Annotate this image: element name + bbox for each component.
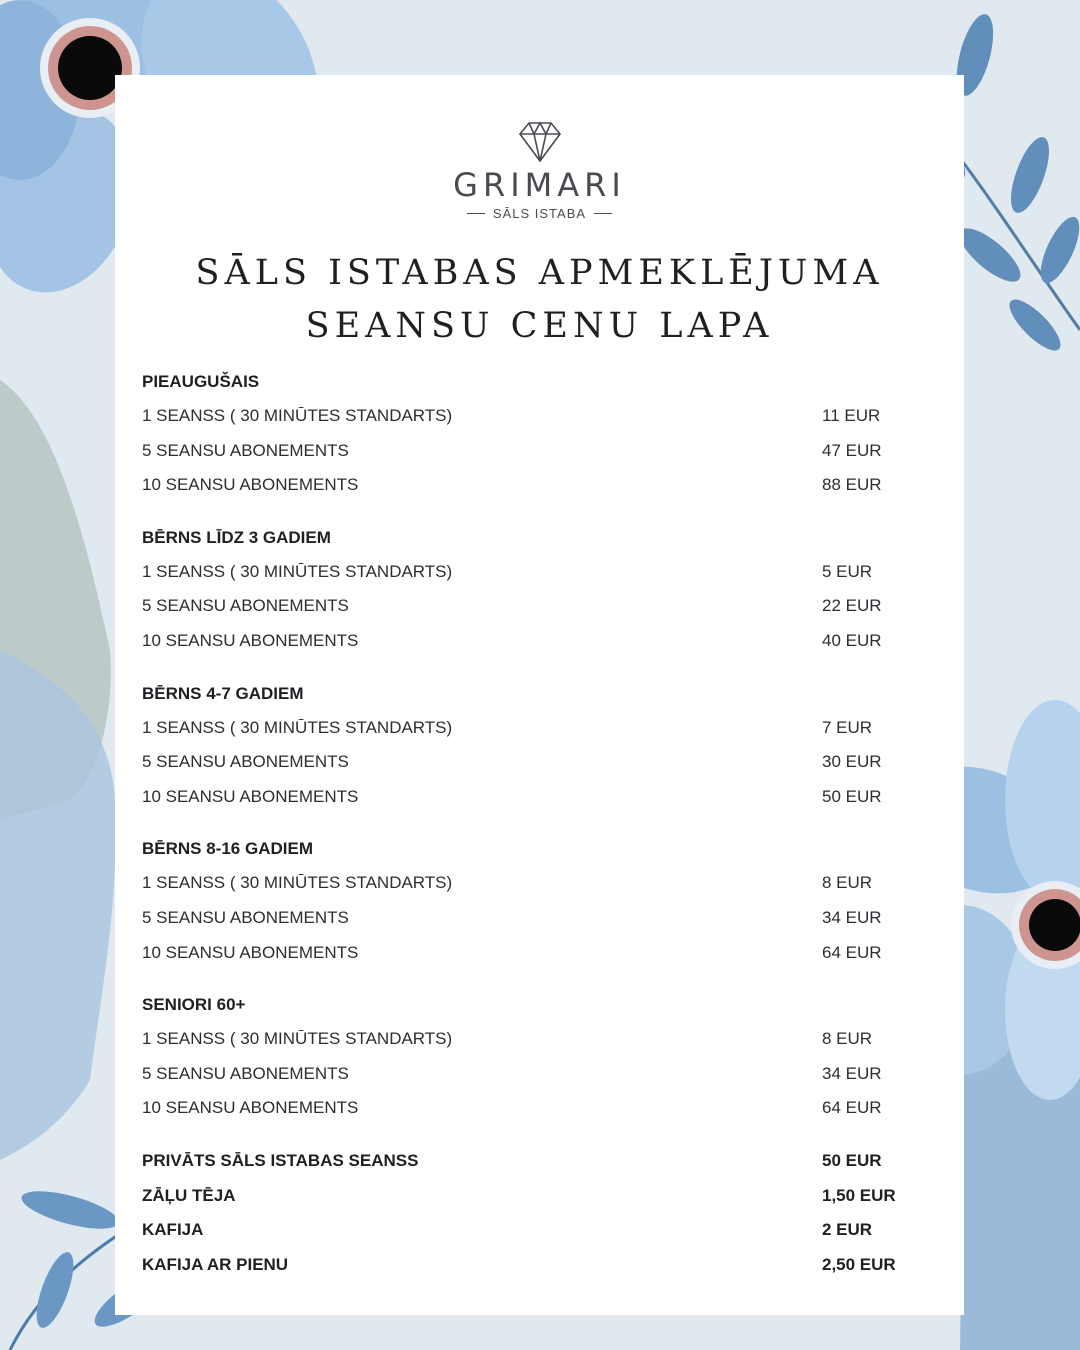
price-row <box>142 750 902 785</box>
price-row <box>142 594 902 629</box>
row-price: 40 EUR <box>822 630 882 650</box>
divider <box>594 213 612 214</box>
price-sheet <box>115 75 964 1315</box>
tagline-text: SĀLS ISTABA <box>492 206 587 221</box>
row-price: 34 EUR <box>822 907 882 927</box>
price-row <box>142 1062 902 1097</box>
row-price: 88 EUR <box>822 475 882 495</box>
extra-price: 2 EUR <box>822 1220 873 1240</box>
row-label: 10 SEANSU ABONEMENTS <box>142 1098 359 1118</box>
page-title <box>115 247 964 353</box>
title-line-1: SĀLS ISTABAS APMEKLĒJUMA <box>195 253 884 293</box>
extra-price: 50 EUR <box>822 1150 882 1170</box>
extras-list <box>142 1149 902 1287</box>
row-label: 10 SEANSU ABONEMENTS <box>142 942 359 962</box>
extra-label: ZĀĻU TĒJA <box>142 1185 236 1205</box>
extra-row <box>142 1253 902 1288</box>
price-row <box>142 1027 902 1062</box>
row-price: 64 EUR <box>822 942 882 962</box>
row-label: 1 SEANSS ( 30 MINŪTES STANDARTS) <box>142 1029 453 1049</box>
spacer <box>142 819 902 837</box>
price-row <box>142 560 902 595</box>
title-line-2: SEANSU CENU LAPA <box>305 306 774 346</box>
row-label: 1 SEANSS ( 30 MINŪTES STANDARTS) <box>142 406 453 425</box>
extra-row <box>142 1218 902 1253</box>
row-label: 10 SEANSU ABONEMENTS <box>142 475 359 495</box>
price-list <box>142 370 902 1287</box>
extra-price: 1,50 EUR <box>822 1185 896 1205</box>
row-label: 10 SEANSU ABONEMENTS <box>142 786 359 806</box>
row-label: 10 SEANSU ABONEMENTS <box>142 630 359 650</box>
row-price: 5 EUR <box>822 561 873 581</box>
row-label: 5 SEANSU ABONEMENTS <box>142 1063 349 1083</box>
row-price: 64 EUR <box>822 1098 882 1118</box>
price-row <box>142 871 902 906</box>
price-row <box>142 716 902 751</box>
row-label: 5 SEANSU ABONEMENTS <box>142 752 349 772</box>
row-label: 5 SEANSU ABONEMENTS <box>142 596 349 616</box>
extra-label: PRIVĀTS SĀLS ISTABAS SEANSS <box>142 1150 419 1170</box>
extra-label: KAFIJA AR PIENU <box>142 1254 289 1274</box>
extra-row <box>142 1184 902 1219</box>
price-row <box>142 473 902 508</box>
spacer <box>142 508 902 526</box>
spacer <box>142 664 902 682</box>
price-row <box>142 785 902 820</box>
section-heading: PIEAUGUŠAIS <box>142 372 260 391</box>
section-heading: BĒRNS 4-7 GADIEM <box>142 683 304 703</box>
row-price: 34 EUR <box>822 1063 882 1083</box>
row-price: 22 EUR <box>822 596 882 616</box>
price-row <box>142 1096 902 1131</box>
logo <box>115 120 964 221</box>
row-price: 30 EUR <box>822 752 882 772</box>
row-price: 7 EUR <box>822 717 873 737</box>
price-row <box>142 404 902 439</box>
spacer <box>142 1131 902 1149</box>
row-price: 8 EUR <box>822 873 873 893</box>
price-row <box>142 629 902 664</box>
row-label: 5 SEANSU ABONEMENTS <box>142 907 349 927</box>
brand-name: GRIMARI <box>453 166 626 204</box>
divider <box>467 213 485 214</box>
diamond-icon <box>516 120 564 164</box>
brand-tagline <box>115 206 964 221</box>
spacer <box>142 975 902 993</box>
extra-price: 2,50 EUR <box>822 1254 896 1274</box>
price-row <box>142 906 902 941</box>
section-heading: BĒRNS LĪDZ 3 GADIEM <box>142 527 331 547</box>
extra-row <box>142 1149 902 1184</box>
row-label: 5 SEANSU ABONEMENTS <box>142 440 349 460</box>
section-heading: SENIORI 60+ <box>142 995 246 1015</box>
row-price: 11 EUR <box>822 406 881 425</box>
price-row <box>142 941 902 976</box>
row-label: 1 SEANSS ( 30 MINŪTES STANDARTS) <box>142 561 453 581</box>
extra-label: KAFIJA <box>142 1220 204 1240</box>
row-price: 50 EUR <box>822 786 882 806</box>
price-row <box>142 439 902 474</box>
row-label: 1 SEANSS ( 30 MINŪTES STANDARTS) <box>142 717 453 737</box>
section-heading: BĒRNS 8-16 GADIEM <box>142 839 313 859</box>
row-price: 47 EUR <box>822 440 882 460</box>
row-label: 1 SEANSS ( 30 MINŪTES STANDARTS) <box>142 873 453 893</box>
row-price: 8 EUR <box>822 1029 873 1049</box>
